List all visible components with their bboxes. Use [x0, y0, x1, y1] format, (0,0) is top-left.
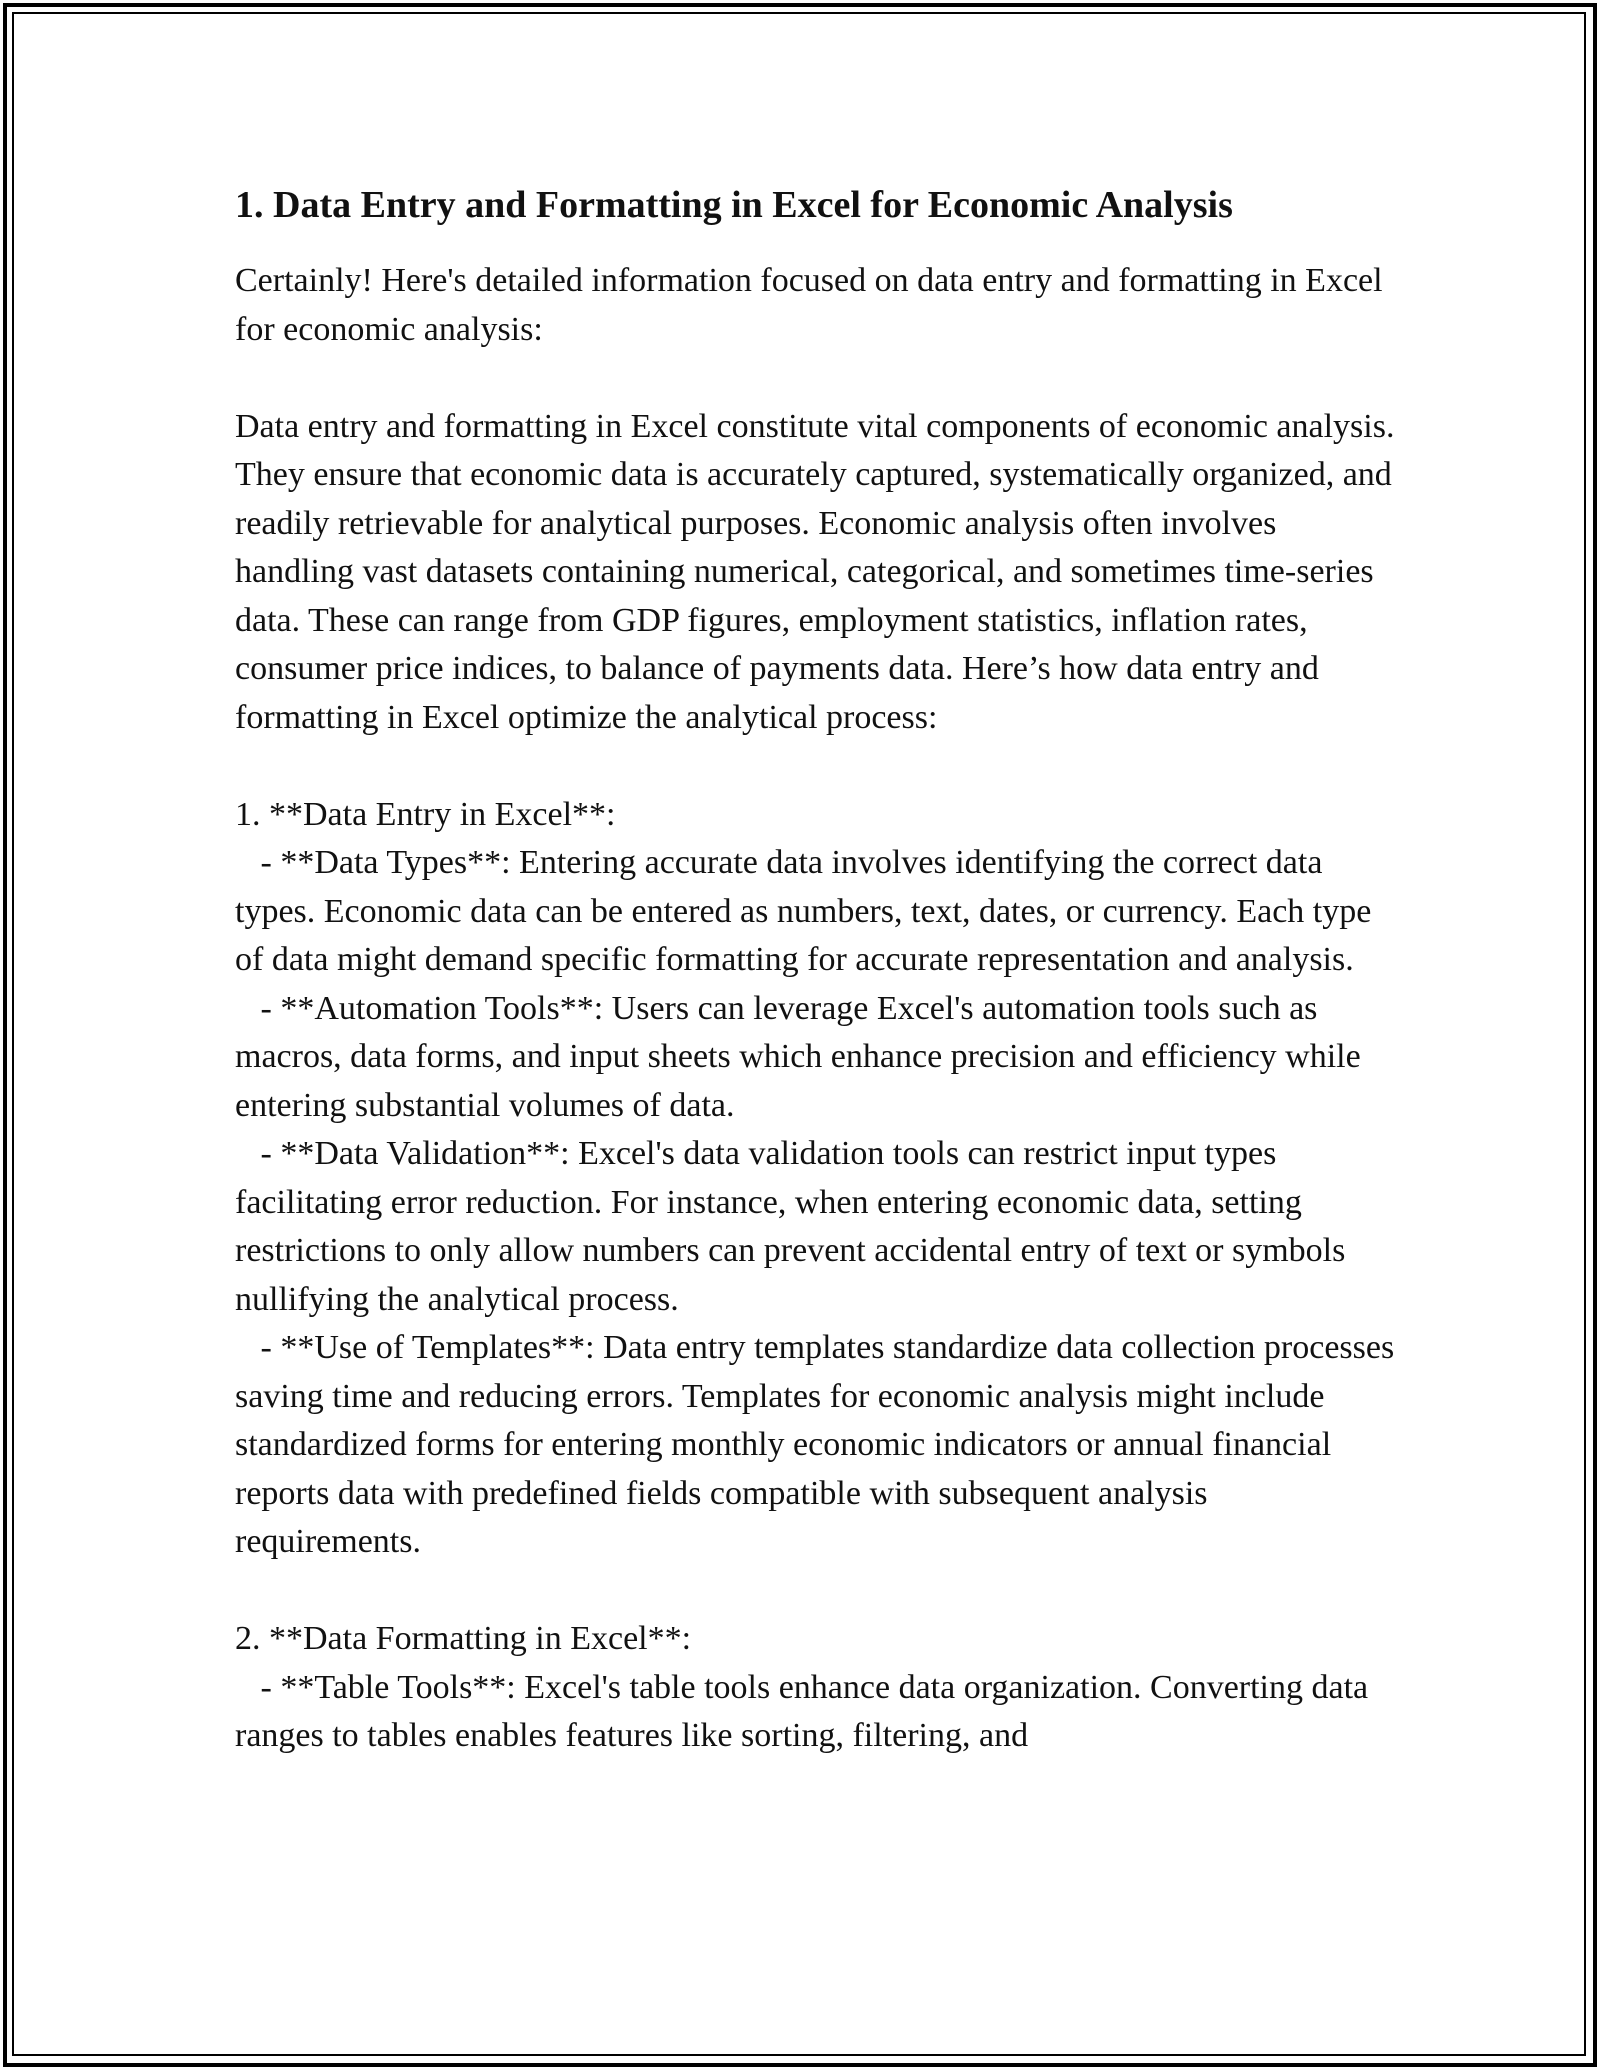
page-title: 1. Data Entry and Formatting in Excel for Economic Analysis — [235, 184, 1233, 226]
section-1-item-data-types: - **Data Types**: Entering accurate data involves identifying the correct data types. Economic data can be entered as numbers, text, dates, or currency. Each type of data might demand specific formatting for accurate representation and analysis. — [235, 844, 1372, 979]
section-1-item-automation-tools: - **Automation Tools**: Users can leverage Excel's automation tools such as macros, data forms, and input sheets which enhance precision and efficiency while entering substantial volumes of data. — [235, 989, 1361, 1124]
section-2-item-table-tools: - **Table Tools**: Excel's table tools enhance data organization. Converting data ranges to tables enables features like sorting, filtering, and — [235, 1668, 1369, 1755]
section-1-item-use-of-templates: - **Use of Templates**: Data entry templates standardize data collection processes saving time and reducing errors. Templates for economic analysis might include standardized forms for entering monthly economic indicators or annual financial reports data with predefined fields compatible with subsequent analysis requirements. — [235, 1329, 1395, 1561]
document-body — [235, 180, 1395, 1761]
section-2-heading: 2. **Data Formatting in Excel**: — [235, 1620, 692, 1658]
section-1-heading: 1. **Data Entry in Excel**: — [235, 795, 616, 833]
section-1-item-data-validation: - **Data Validation**: Excel's data validation tools can restrict input types facilitating error reduction. For instance, when entering economic data, setting restrictions to only allow numbers can prevent accidental entry of text or symbols nullifying the analytical process. — [235, 1135, 1346, 1318]
paragraph-gap — [235, 1567, 1395, 1616]
intro-paragraph: Certainly! Here's detailed information focused on data entry and formatting in Excel for economic analysis: — [235, 262, 1383, 348]
overview-paragraph: Data entry and formatting in Excel constitute vital components of economic analysis. They ensure that economic data is accurately captured, systematically organized, and readily retrievable for analytical purposes. Economic analysis often involves handling vast datasets containing numerical, categorical, and sometimes time-series data. These can range from GDP figures, employment statistics, inflation rates, consumer price indices, to balance of payments data. Here’s how data entry and formatting in Excel optimize the analytical process: — [235, 407, 1395, 736]
paragraph-gap — [235, 742, 1395, 791]
paragraph-gap — [235, 354, 1395, 403]
